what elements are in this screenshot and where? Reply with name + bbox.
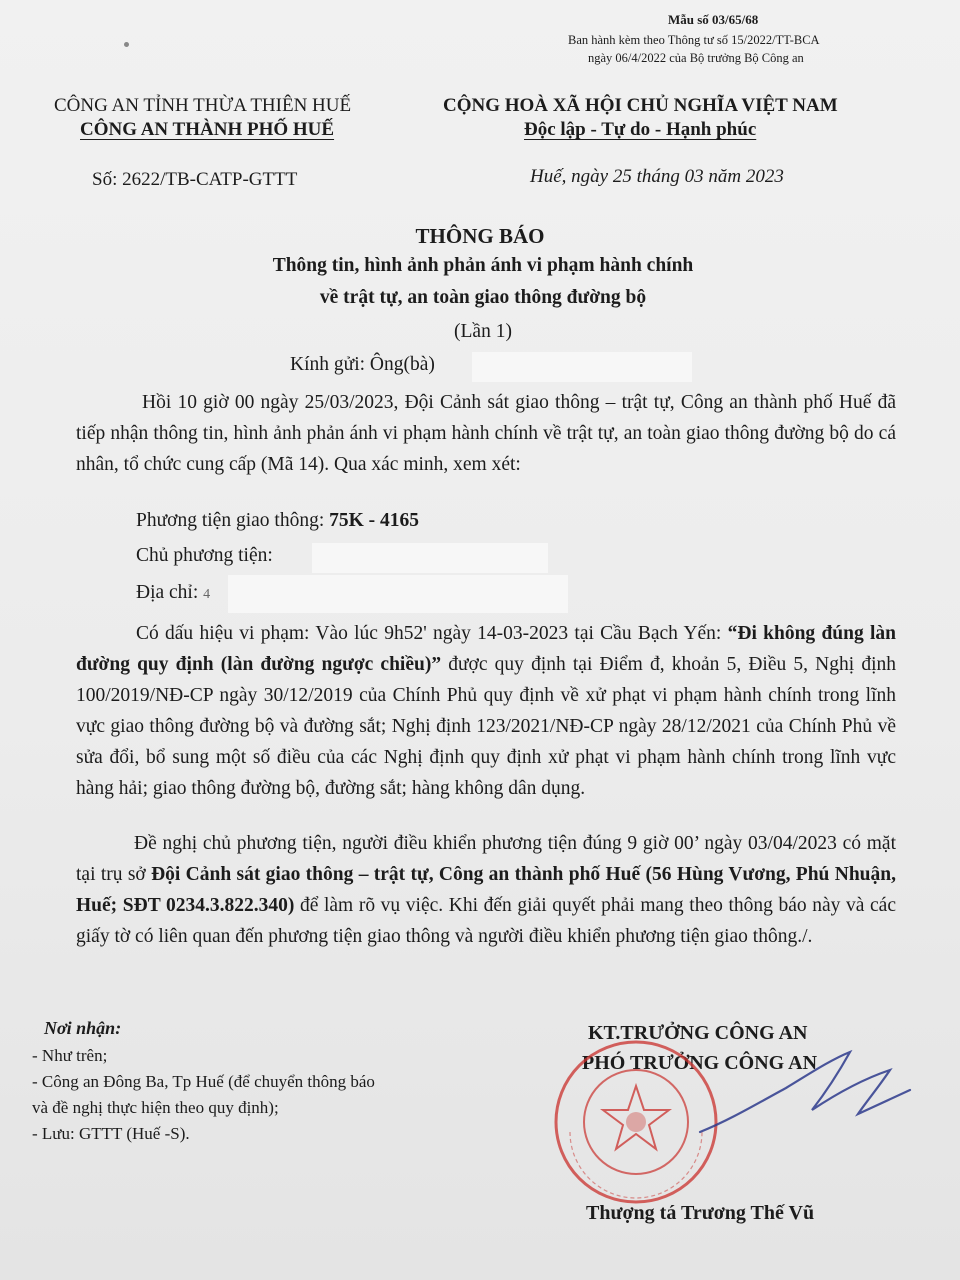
office-address: Đội Cảnh sát giao thông – trật tự, Công an thành phố Huế (56 Hùng Vương, Phú Nhuận, Huế; SĐT 0234.3.822.340) [76,864,896,916]
form-number: Mẫu số 03/65/68 [668,12,759,27]
place-date: Huế, ngày 25 tháng 03 năm 2023 [530,166,784,187]
form-issued-line1: Ban hành kèm theo Thông tư số 15/2022/TT-BCA [568,33,820,47]
vehicle-line: Phương tiện giao thông: 75K - 4165 [136,510,420,531]
recipients-heading: Nơi nhận: [44,1018,122,1038]
agency-line2: CÔNG AN THÀNH PHỐ HUẾ [80,119,335,140]
signatory-title2: PHÓ TRƯỞNG CÔNG AN [582,1052,818,1074]
document-number: Số: 2622/TB-CATP-GTTT [92,169,298,190]
redaction-box [472,352,692,382]
country-name: CỘNG HOÀ XÃ HỘI CHỦ NGHĨA VIỆT NAM [443,95,838,116]
title-line1: Thông tin, hình ảnh phản ánh vi phạm hành chính [272,255,694,276]
paragraph-violation: Có dấu hiệu vi phạm: Vào lúc 9h52' ngày 14-03-2023 tại Cầu Bạch Yến: “Đi không đúng làn đường quy định (làn đường ngược chiều)” được quy định tại Điểm đ, khoản 5, Điều 5, Nghị định 100/2019/NĐ-CP ngày 30/12/2019 của Chính Phủ quy định về xử phạt vi phạm hành chính trong lĩnh vực giao thông đường bộ và đường sắt; Nghị định 123/2021/NĐ-CP ngày 28/12/2021 của Chính Phủ về sửa đổi, bổ sung một số điều của các Nghị định quy định xử phạt vi phạm hành chính trong lĩnh vực hàng hải; giao thông đường bộ, đường sắt; hàng không dân dụng. [76,623,897,799]
paragraph-request: Đề nghị chủ phương tiện, người điều khiển phương tiện đúng 9 giờ 00’ ngày 03/04/2023 có mặt tại trụ sở Đội Cảnh sát giao thông – trật tự, Công an thành phố Huế (56 Hùng Vương, Phú Nhuận, Huế; SĐT 0234.3.822.340) để làm rõ vụ việc. Khi đến giải quyết phải mang theo thông báo này và các giấy tờ có liên quan đến phương tiện giao thông và người điều khiển phương tiện giao thông./. [76,833,896,947]
address-line: Địa chỉ: 4 [136,582,211,603]
owner-label: Chủ phương tiện: [136,545,273,566]
signatory-name: Thượng tá Trương Thế Vũ [586,1202,815,1224]
motto: Độc lập - Tự do - Hạnh phúc [524,119,757,140]
form-issued-line2: ngày 06/4/2022 của Bộ trưởng Bộ Công an [588,51,804,65]
document-title: THÔNG BÁO [415,224,545,248]
recipient-line: - Lưu: GTTT (Huế -S). [32,1124,190,1143]
recipient-line: - Như trên; [32,1046,108,1065]
vehicle-plate: 75K - 4165 [329,510,420,531]
recipient-line: - Công an Đông Ba, Tp Huế (để chuyển thông báo [32,1072,375,1091]
agency-line1: CÔNG AN TỈNH THỪA THIÊN HUẾ [54,95,352,116]
punch-hole-mark [124,42,129,47]
violation-description: “Đi không đúng làn đường quy định (làn đường ngược chiều)” [76,623,897,675]
addressee: Kính gửi: Ông(bà) [290,354,435,375]
recipient-line: và đề nghị thực hiện theo quy định); [32,1098,279,1117]
handwritten-signature [690,1040,920,1150]
attempt-number: (Lần 1) [454,321,512,342]
signatory-title1: KT.TRƯỞNG CÔNG AN [588,1022,808,1044]
redaction-box [228,575,568,613]
paragraph-intro: Hồi 10 giờ 00 ngày 25/03/2023, Đội Cảnh sát giao thông – trật tự, Công an thành phố Huế đã tiếp nhận thông tin, hình ảnh phản ánh vi phạm hành chính về trật tự, an toàn giao thông đường bộ do cá nhân, tổ chức cung cấp (Mã 14). Qua xác minh, xem xét: [76,392,896,475]
title-line2: về trật tự, an toàn giao thông đường bộ [319,287,647,308]
redaction-box [312,543,548,573]
